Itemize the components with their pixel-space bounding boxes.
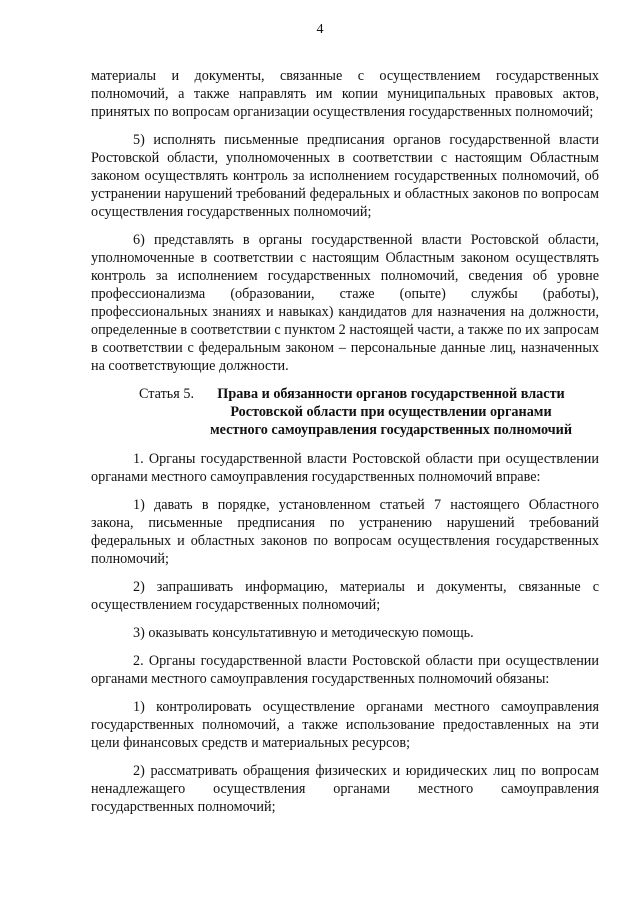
article-label: Статья 5.	[139, 386, 194, 402]
paragraph: 6) представлять в органы государственной власти Ростовской области, уполномоченные в соответствии с настоящим Областным законом осуществлять контроль за исполнением государственных полномочий, сведения об уровне профессионализма (образовании, стаже (опыте) службы (работы), профессиональных знаниях и навыках) кандидатов для назначения на должности, определенные в соответствии с пунктом 2 настоящей части, а также по их запросам в соответствии с федеральным законом – персональные данные лиц, назначенных на соответствующие должности.	[91, 232, 599, 374]
article-title	[197, 385, 585, 439]
paragraph: материалы и документы, связанные с осуществлением государственных полномочий, а также направлять им копии муниципальных правовых актов, принятых по вопросам организации осуществления государственных полномочий;	[91, 68, 599, 120]
article-title-line: местного самоуправления государственных полномочий	[209, 422, 573, 438]
article-title-line: Права и обязанности органов государственной власти	[217, 386, 565, 402]
paragraph: 2) рассматривать обращения физических и юридических лиц по вопросам ненадлежащего осуществления органами местного самоуправления государственных полномочий;	[91, 763, 599, 815]
article-heading	[91, 385, 599, 439]
paragraph: 1. Органы государственной власти Ростовской области при осуществлении органами местного самоуправления государственных полномочий вправе:	[91, 451, 599, 485]
document-body	[91, 67, 599, 826]
paragraph: 5) исполнять письменные предписания органов государственной власти Ростовской области, уполномоченных в соответствии с настоящим Областным законом осуществлять контроль за исполнением государственных полномочий, об устранении нарушений требований федеральных и областных законов по вопросам осуществления государственных полномочий;	[91, 132, 599, 220]
paragraph: 2. Органы государственной власти Ростовской области при осуществлении органами местного самоуправления государственных полномочий обязаны:	[91, 653, 599, 687]
paragraph: 1) давать в порядке, установленном статьей 7 настоящего Областного закона, письменные предписания по устранению нарушений требований федеральных и областных законов по вопросам осуществления государственных полномочий;	[91, 497, 599, 567]
page-number: 4	[316, 22, 324, 37]
paragraph: 2) запрашивать информацию, материалы и документы, связанные с осуществлением государственных полномочий;	[91, 579, 599, 613]
paragraph: 3) оказывать консультативную и методическую помощь.	[133, 625, 474, 641]
paragraph: 1) контролировать осуществление органами местного самоуправления государственных полномочий, а также использование предоставленных на эти цели финансовых средств и материальных ресурсов;	[91, 699, 599, 751]
article-title-line: Ростовской области при осуществлении органами	[230, 404, 552, 420]
